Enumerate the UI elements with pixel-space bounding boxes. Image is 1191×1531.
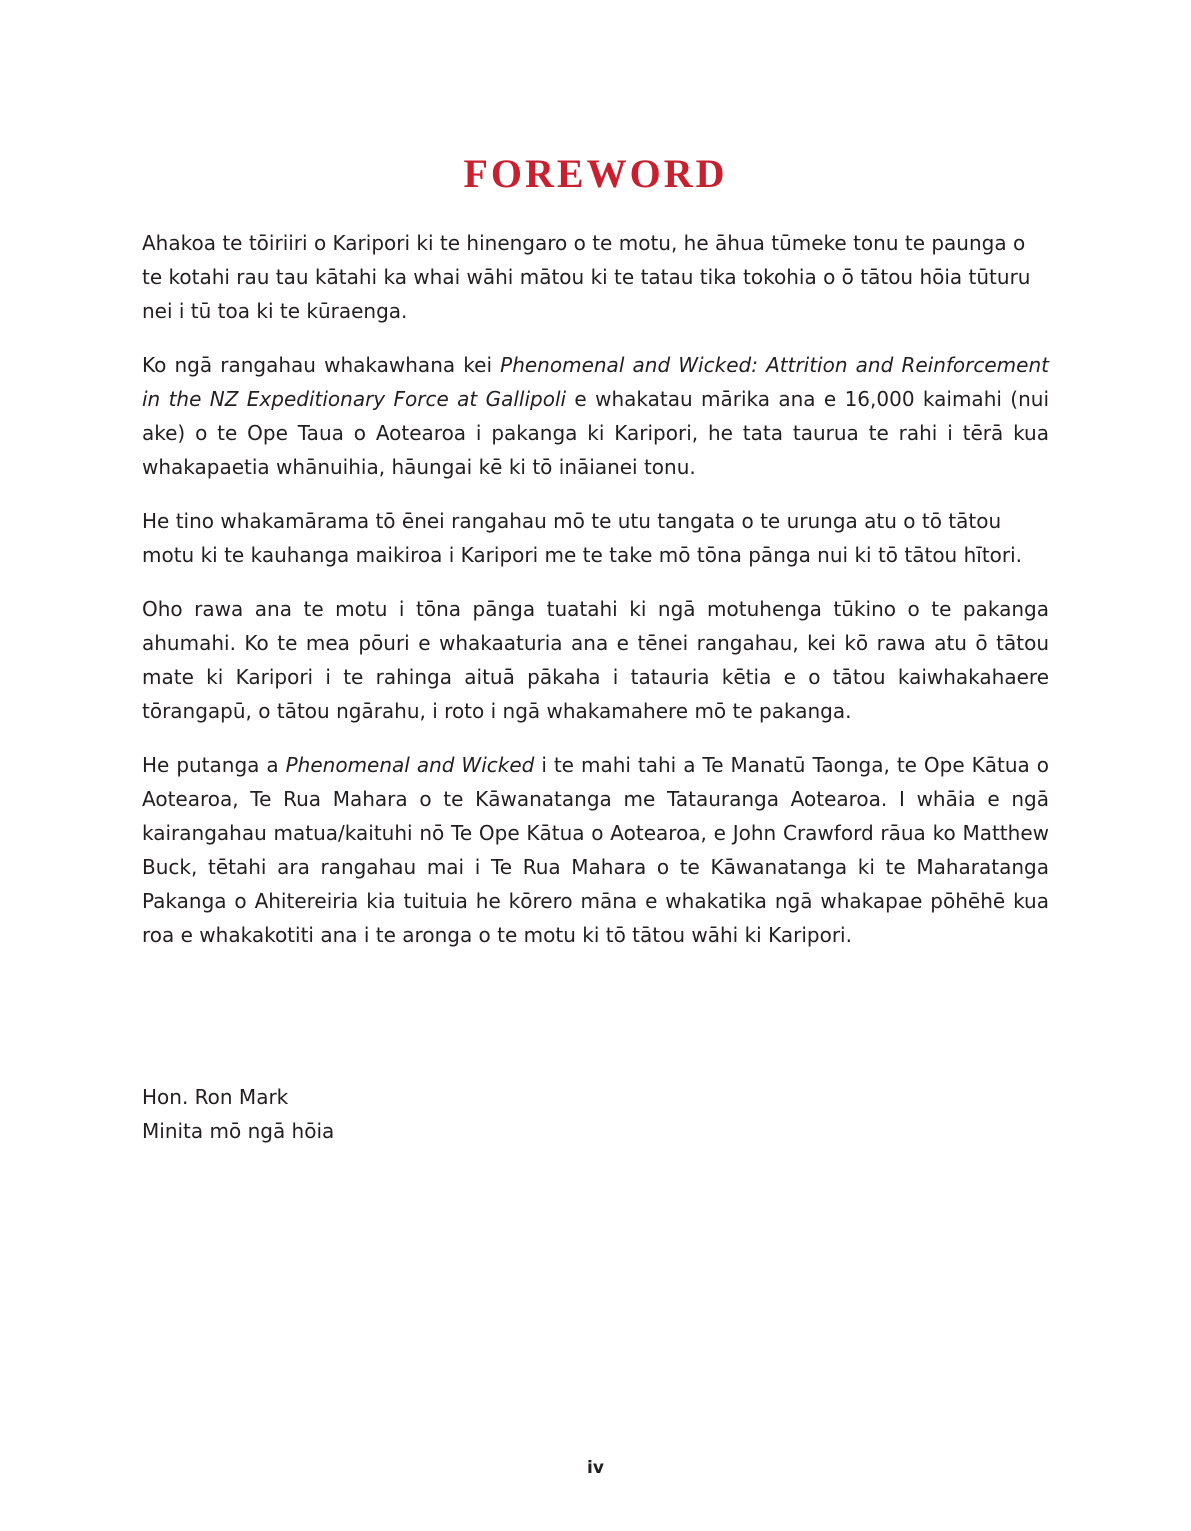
paragraph-2-text-b: e whakatau mārika ana e 16,000 kaimahi (nui ake) o te Ope Taua o Aotearoa i pakanga ki Karipori, he tata taurua te rahi i tērā kua whakapaetia whānuihia, hāungai kē ki tō ināianei tonu. (142, 387, 1049, 479)
page-title: FOREWORD (463, 151, 728, 196)
publication-title-short: Phenomenal and Wicked (285, 753, 535, 777)
paragraph-2-text-a: Ko ngā rangahau whakawhana kei (142, 353, 501, 377)
signature-block (142, 1080, 334, 1148)
paragraph-5-text-b: i te mahi tahi a Te Manatū Taonga, te Ope Kātua o Aotearoa, Te Rua Mahara o te Kāwanatanga me Tatauranga Aotearoa. I whāia e ngā kairangahau matua/kaituhi nō Te Ope Kātua o Aotearoa, e John Crawford rāua ko Matthew Buck, tētahi ara rangahau mai i Te Rua Mahara o te Kāwanatanga ki te Maharatanga Pakanga o Ahitereiria kia tuituia he kōrero māna e whakatika ngā whakapae pōhēhē kua roa e whakakotiti ana i te aronga o te motu ki tō tātou wāhi ki Karipori. (142, 753, 1049, 947)
page-number: iv (587, 1458, 604, 1478)
signatory-name: Hon. Ron Mark (142, 1085, 289, 1109)
foreword-body (142, 226, 1049, 972)
paragraph-1: Ahakoa te tōiriiri o Karipori ki te hinengaro o te motu, he āhua tūmeke tonu te paunga o te kotahi rau tau kātahi ka whai wāhi mātou ki te tatau tika tokohia o ō tātou hōia tūturu nei i tū toa ki te kūraenga. (142, 231, 1031, 323)
paragraph-4: Oho rawa ana te motu i tōna pānga tuatahi ki ngā motuhenga tūkino o te pakanga ahumahi. Ko te mea pōuri e whakaaturia ana e tēnei rangahau, kei kō rawa atu ō tātou mate ki Karipori i te rahinga aituā pākaha i tatauria kētia e o tātou kaiwhakahaere tōrangapū, o tātou ngārahu, i roto i ngā whakamahere mō te pakanga. (142, 597, 1049, 723)
paragraph-2 (142, 348, 1049, 484)
paragraph-3: He tino whakamārama tō ēnei rangahau mō te utu tangata o te urunga atu o tō tātou motu ki te kauhanga maikiroa i Karipori me te take mō tōna pānga nui ki tō tātou hītori. (142, 509, 1023, 567)
signatory-role: Minita mō ngā hōia (142, 1119, 335, 1143)
paragraph-5 (142, 748, 1049, 952)
publication-title: Phenomenal and Wicked: Attrition and Reinforcement in the NZ Expeditionary Force at Gallipoli (142, 353, 1049, 411)
paragraph-5-text-a: He putanga a (142, 753, 286, 777)
